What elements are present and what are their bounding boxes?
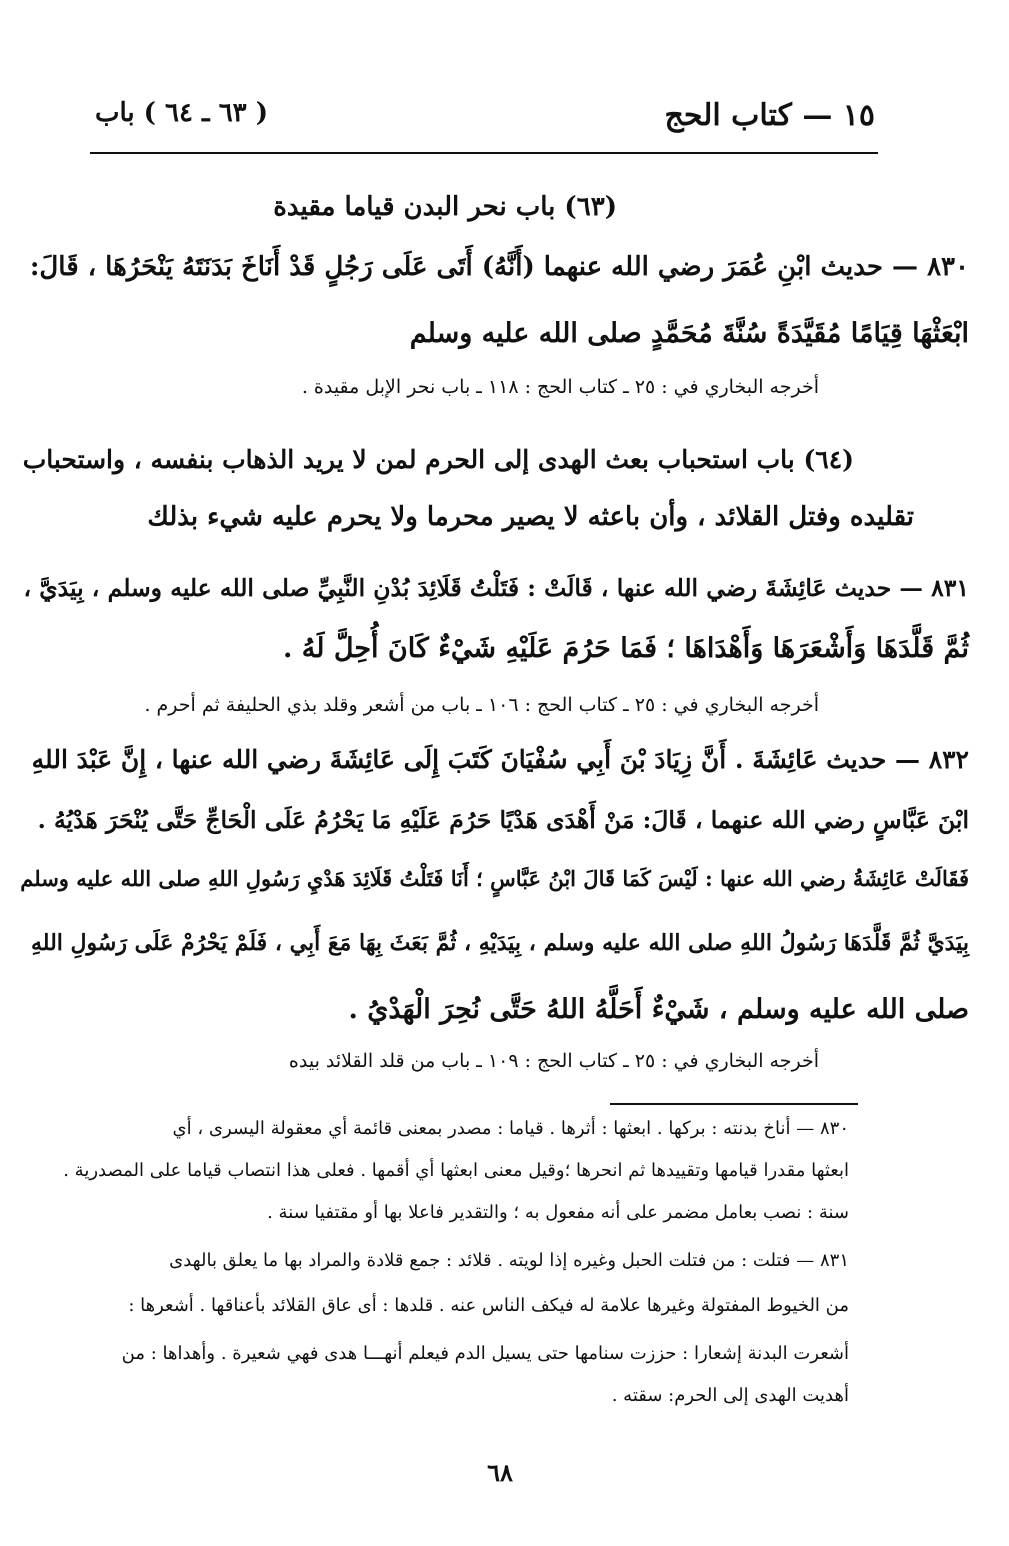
header-section-range: ( ٦٣ ـ ٦٤ ) باب <box>95 98 269 128</box>
header-divider <box>90 152 878 154</box>
hadith-832-line-5: صلى الله عليه وسلم ، شَيْءٌ أَحَلَّهُ اللهُ حَتَّى نُحِرَ الْهَدْيُ . <box>348 994 969 1025</box>
page-number: ٦٨ <box>487 1458 513 1487</box>
hadith-832-line-3: فَقَالَتْ عَائِشَةُ رضي الله عنها : لَيْسَ كَمَا قَالَ ابْنُ عَبَّاسٍ ؛ أَنَا فَتَلْتُ قَلَائِدَ هَدْيِ رَسُولِ اللهِ صلى الله عليه وسلم <box>20 866 969 891</box>
footnote-831-line-4: أهديت الهدى إلى الحرم: سقته . <box>611 1385 849 1406</box>
running-header <box>95 98 875 148</box>
hadith-830-line-1: ٨٣٠ — حديث ابْنِ عُمَرَ رضي الله عنهما (أَنَّهُ) أَتَى عَلَى رَجُلٍ قَدْ أَنَاخَ بَدَنَتَهُ يَنْحَرُهَا ، قَالَ: <box>29 252 969 282</box>
hadith-832-reference: أخرجه البخاري في : ٢٥ ـ كتاب الحج : ١٠٩ ـ باب من قلد القلائد بيده <box>288 1050 819 1072</box>
footnote-830-line-3: سنة : نصب بعامل مضمر على أنه مفعول به ؛ والتقدير فاعلا بها أو مقتفيا سنة . <box>267 1202 849 1223</box>
hadith-832-line-4: بِيَدَيَّ ثُمَّ قَلَّدَهَا رَسُولُ اللهِ صلى الله عليه وسلم ، بِيَدَيْهِ ، ثُمَّ بَعَثَ بِهَا مَعَ أَبِي ، فَلَمْ يَحْرُمْ عَلَى رَسُولِ اللهِ <box>30 930 969 956</box>
footnote-830-line-2: ابعثها مقدرا قيامها وتقييدها ثم انحرها ؛وقيل معنى ابعثها أي أقمها . فعلى هذا انتصاب قياما على المصدرية . <box>63 1160 849 1181</box>
hadith-831-line-1: ٨٣١ — حديث عَائِشَةَ رضي الله عنها ، قَالَتْ : فَتَلْتُ قَلَائِدَ بُدْنِ النَّبِيِّ صلى الله عليه وسلم ، بِيَدَيَّ ، <box>23 574 969 602</box>
hadith-832-line-1: ٨٣٢ — حديث عَائِشَةَ . أَنَّ زِيَادَ بْنَ أَبِي سُفْيَانَ كَتَبَ إِلَى عَائِشَةَ رضي الله عنها ، إِنَّ عَبْدَ اللهِ <box>31 745 969 774</box>
chapter-64-title-line-2: تقليده وفتل القلائد ، وأن باعثه لا يصير محرما ولا يحرم عليه شيء بذلك <box>147 502 914 532</box>
footnote-831-line-1: ٨٣١ — فتلت : من فتلت الحبل وغيره إذا لويته . قلائد : جمع قلادة والمراد بها ما يعلق بالهدى <box>169 1250 849 1271</box>
header-chapter-title: ١٥ — كتاب الحج <box>664 98 875 133</box>
footnote-831-line-2: من الخيوط المفتولة وغيرها علامة له فيكف الناس عنه . قلدها : أى عاق القلائد بأعناقها . أشعرها : <box>128 1295 849 1316</box>
footnote-830-line-1: ٨٣٠ — أناخ بدنته : بركها . ابعثها : أثرها . قياما : مصدر بمعنى قائمة أي معقولة اليسرى ، أي <box>172 1118 849 1139</box>
hadith-830-reference: أخرجه البخاري في : ٢٥ ـ كتاب الحج : ١١٨ ـ باب نحر الإبل مقيدة . <box>301 376 819 398</box>
hadith-831-reference: أخرجه البخاري في : ٢٥ ـ كتاب الحج : ١٠٦ ـ باب من أشعر وقلد بذي الحليفة ثم أحرم . <box>144 694 819 716</box>
chapter-64-title-line-1: (٦٤) باب استحباب بعث الهدى إلى الحرم لمن لا يريد الذهاب بنفسه ، واستحباب <box>22 445 854 474</box>
hadith-830-line-2: ابْعَثْهَا قِيَامًا مُقَيَّدَةً سُنَّةَ مُحَمَّدٍ صلى الله عليه وسلم <box>409 318 969 349</box>
footnote-831-line-3: أشعرت البدنة إشعارا : حززت سنامها حتى يسيل الدم فيعلم أنهـــا هدى فهي شعيرة . وأهداها : من <box>121 1343 849 1364</box>
footnote-divider <box>610 1103 858 1105</box>
chapter-63-title: (٦٣) باب نحر البدن قياما مقيدة <box>273 192 617 222</box>
hadith-831-line-2: ثُمَّ قَلَّدَهَا وَأَشْعَرَهَا وَأَهْدَاهَا ؛ فَمَا حَرُمَ عَلَيْهِ شَيْءٌ كَانَ أُحِلَّ لَهُ . <box>282 633 969 664</box>
hadith-832-line-2: ابْنَ عَبَّاسٍ رضي الله عنهما ، قَالَ: مَنْ أَهْدَى هَدْيًا حَرُمَ عَلَيْهِ مَا يَحْرُمُ عَلَى الْحَاجِّ حَتَّى يُنْحَرَ هَدْيُهُ . <box>37 806 969 834</box>
